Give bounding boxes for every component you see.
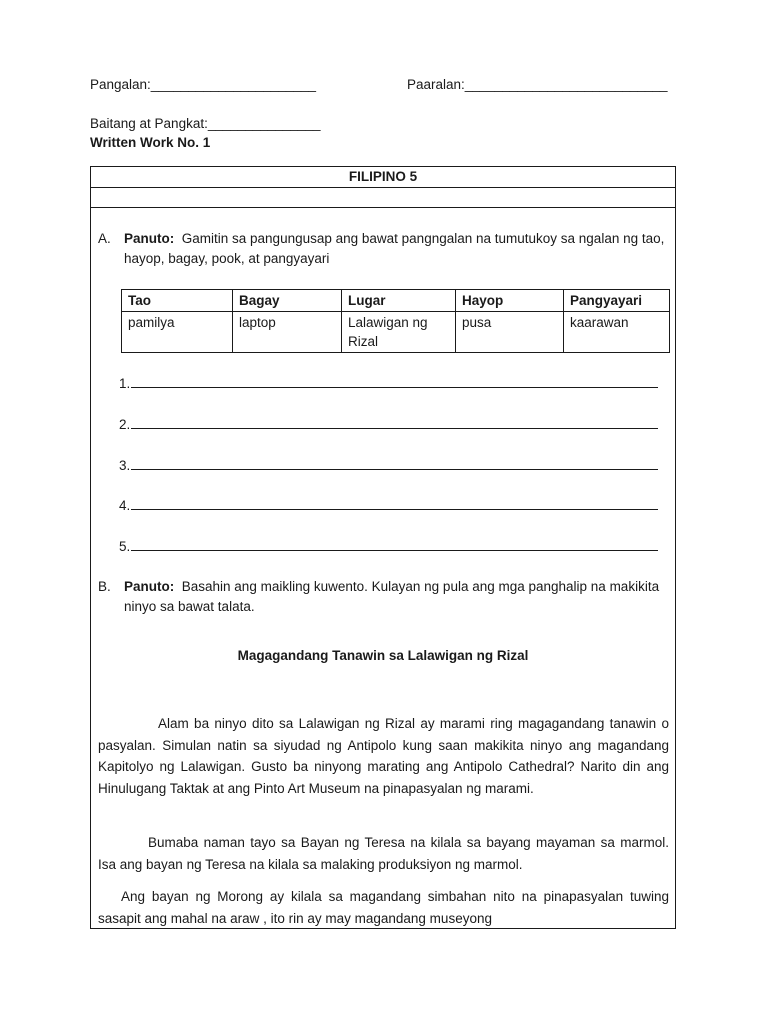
- noun-table: [121, 289, 670, 353]
- answer-blank[interactable]: [131, 497, 658, 510]
- cell-tao: pamilya: [122, 312, 233, 353]
- answer-line-5[interactable]: [119, 538, 658, 554]
- story-paragraph-2: Bumaba naman tayo sa Bayan ng Teresa na kilala sa bayang mayaman sa marmol. Isa ang bayan ng Teresa na kilala sa malaking produksiyon ng marmol.: [98, 835, 669, 872]
- row-divider: [91, 187, 675, 188]
- header-tao: Tao: [122, 290, 233, 312]
- story-title: Magagandang Tanawin sa Lalawigan ng Rizal: [237, 648, 529, 663]
- answer-line-1[interactable]: [119, 375, 658, 391]
- cell-pangyayari: kaarawan: [564, 312, 670, 353]
- written-work-title: Written Work No. 1: [90, 135, 211, 150]
- name-field-label[interactable]: Pangalan:______________________: [90, 77, 316, 92]
- header-pangyayari: Pangyayari: [564, 290, 670, 312]
- row-divider: [91, 207, 675, 208]
- school-field-label[interactable]: Paaralan:___________________________: [407, 77, 668, 92]
- grade-section-field-label[interactable]: Baitang at Pangkat:_______________: [90, 116, 321, 131]
- cell-hayop: pusa: [456, 312, 564, 353]
- story-paragraph-1: Alam ba ninyo dito sa Lalawigan ng Rizal ay marami ring magagandang tanawin o pasyalan. Simulan natin sa siyudad ng Antipolo kung saan makikita ninyo ang magandang Kapitolyo ng Lalawigan. Gusto ba ninyong marating ang Antipolo Cathedral? Narito din ang Hinulugang Taktak at ang Pinto Art Museum na pinapasyalan ng marami.: [98, 716, 669, 796]
- story-paragraph-3: Ang bayan ng Morong ay kilala sa magandang simbahan nito na pinapasyalan tuwing sasapit ang mahal na araw , ito rin ay may magandang museyong: [98, 889, 669, 926]
- answer-line-2[interactable]: [119, 416, 658, 432]
- answer-number: 3.: [119, 458, 131, 473]
- section-a-letter: A.: [98, 231, 111, 246]
- header-bagay: Bagay: [233, 290, 342, 312]
- header-lugar: Lugar: [342, 290, 456, 312]
- answer-number: 4.: [119, 498, 131, 513]
- section-b-instruction: Basahin ang maikling kuwento. Kulayan ng pula ang mga panghalip na makikita ninyo sa bawat talata.: [124, 579, 660, 614]
- section-a-panuto-label: Panuto:: [124, 231, 175, 246]
- noun-table-row: [122, 312, 670, 353]
- subject-title: FILIPINO 5: [348, 169, 418, 184]
- worksheet-box: [90, 166, 676, 929]
- section-b-panuto-label: Panuto:: [124, 579, 175, 594]
- answer-line-4[interactable]: [119, 497, 658, 513]
- cell-bagay: laptop: [233, 312, 342, 353]
- header-hayop: Hayop: [456, 290, 564, 312]
- answer-number: 5.: [119, 539, 131, 554]
- answer-blank[interactable]: [131, 375, 658, 388]
- answer-blank[interactable]: [131, 538, 658, 551]
- answer-blank[interactable]: [131, 457, 658, 470]
- answer-number: 2.: [119, 417, 131, 432]
- noun-table-header-row: [122, 290, 670, 312]
- answer-number: 1.: [119, 376, 131, 391]
- section-b-instruction-block: [124, 577, 672, 617]
- section-a-instruction-block: [124, 229, 672, 269]
- answer-blank[interactable]: [131, 416, 658, 429]
- answer-line-3[interactable]: [119, 457, 658, 473]
- section-b-letter: B.: [98, 579, 111, 594]
- section-a-instruction: Gamitin sa pangungusap ang bawat pangngalan na tumutukoy sa ngalan ng tao, hayop, bagay, pook, at pangyayari: [124, 231, 665, 266]
- cell-lugar: Lalawigan ng Rizal: [342, 312, 456, 353]
